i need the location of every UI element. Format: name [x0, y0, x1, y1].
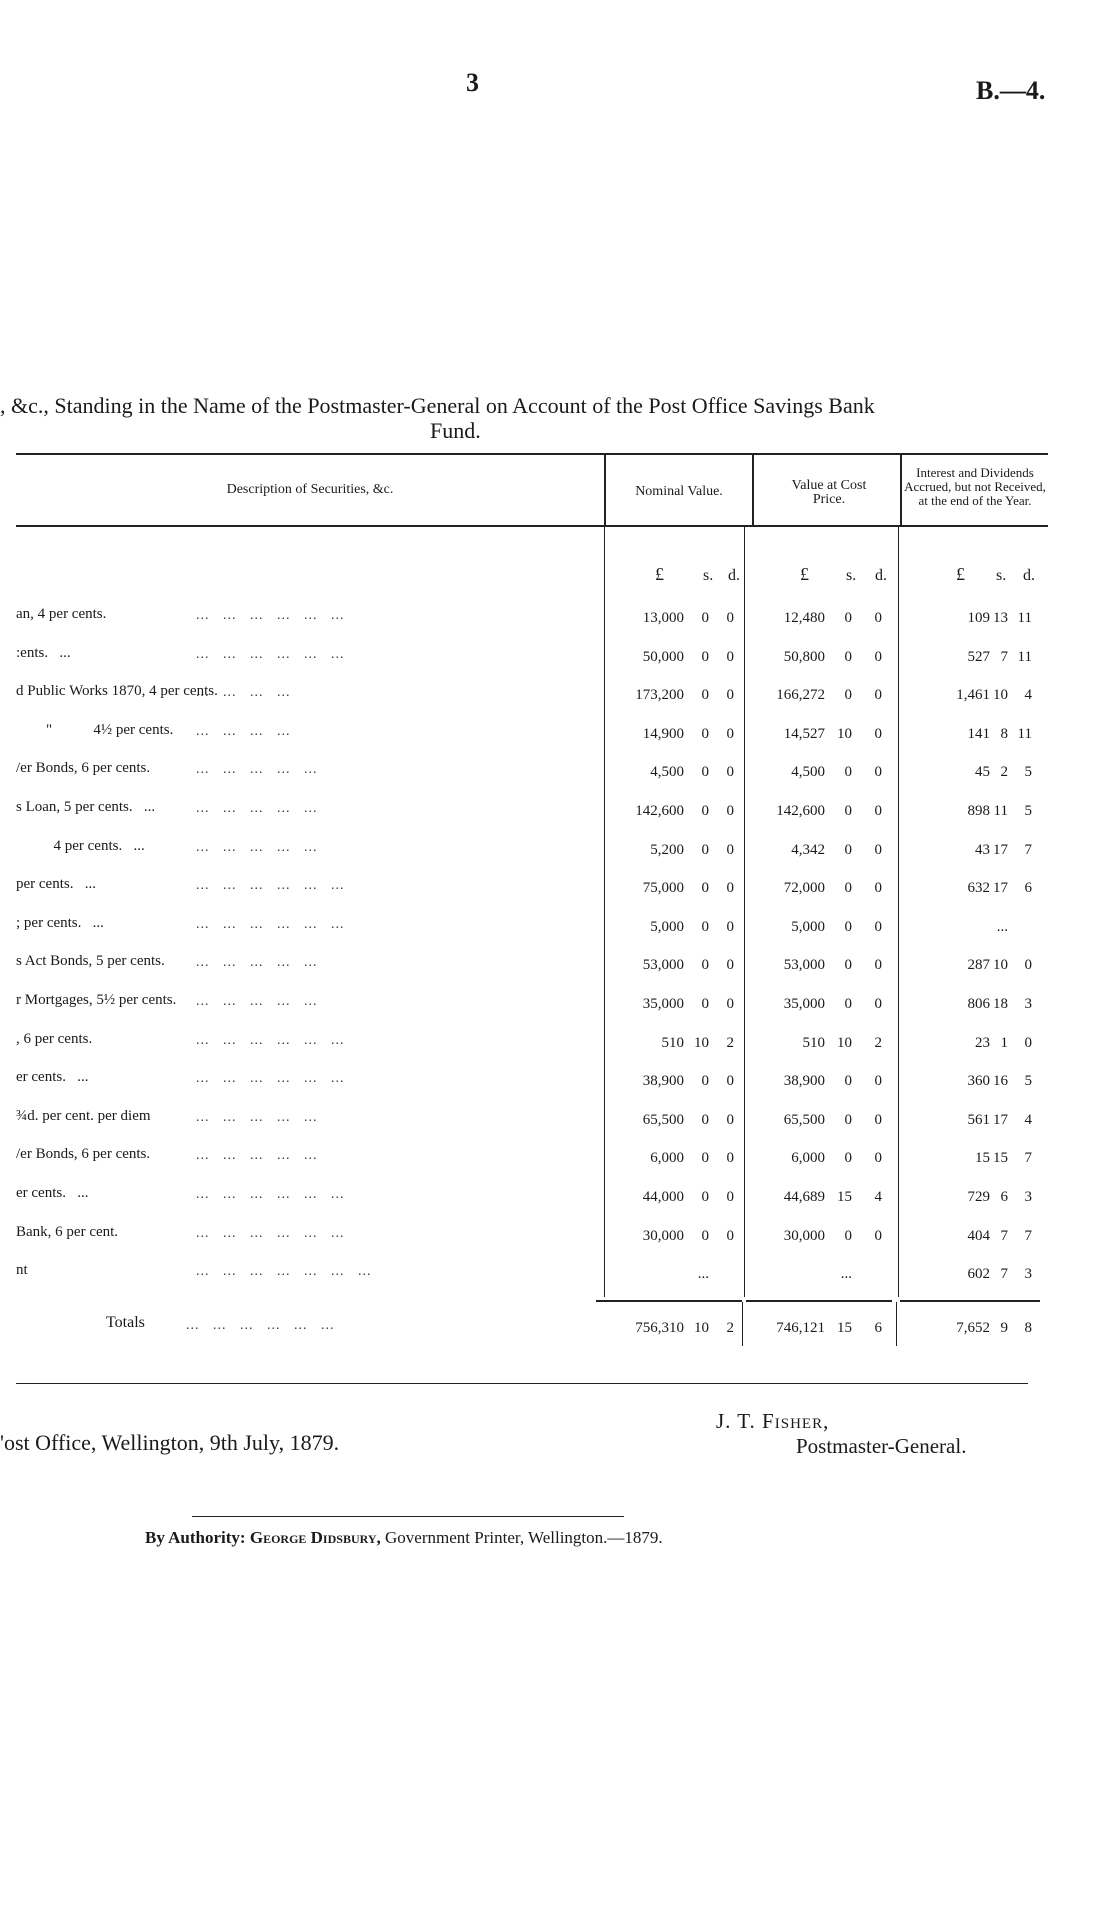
unit-shilling-cost: s.: [846, 567, 857, 584]
totals-rule-interest: [900, 1300, 1040, 1302]
row-leader-dots: ... ... ... ... ... ...: [196, 878, 345, 893]
row-int-pounds: ...: [996, 919, 1008, 935]
row-cost-pence: 0: [874, 1228, 882, 1244]
row-int-pounds: 1,461: [956, 687, 990, 703]
row-cost-pounds: 35,000: [783, 996, 825, 1012]
totals-nom-shillings: 10: [694, 1320, 709, 1336]
row-int-pence: 3: [1024, 996, 1032, 1012]
row-nom-pounds: 13,000: [642, 610, 684, 626]
row-cost-pounds: 510: [802, 1035, 825, 1051]
row-int-pence: 4: [1024, 687, 1032, 703]
row-nom-pence: 0: [726, 1112, 734, 1128]
row-int-shillings: 15: [993, 1150, 1008, 1166]
place-and-date: 'ost Office, Wellington, 9th July, 1879.: [0, 1430, 340, 1455]
row-int-shillings: 17: [993, 880, 1008, 896]
row-int-shillings: 2: [1000, 764, 1008, 780]
row-leader-dots: ... ... ... ... ...: [196, 801, 318, 816]
row-cost-pence: 2: [874, 1035, 882, 1051]
row-leader-dots: ... ... ... ... ... ...: [196, 917, 345, 932]
row-nom-pounds: 44,000: [642, 1189, 684, 1205]
row-int-pence: 5: [1024, 764, 1032, 780]
row-nom-shillings: 0: [701, 1150, 709, 1166]
row-leader-dots: ... ... ... ... ... ... ...: [196, 1264, 372, 1279]
row-nom-shillings: 0: [701, 726, 709, 742]
row-int-shillings: 16: [993, 1073, 1008, 1089]
table-row: [0, 1260, 1114, 1290]
row-int-shillings: 10: [993, 687, 1008, 703]
row-cost-pounds: 44,689: [783, 1189, 825, 1205]
row-int-pence: 5: [1024, 803, 1032, 819]
row-cost-pence: 0: [874, 842, 882, 858]
row-int-pounds: 15: [975, 1150, 990, 1166]
row-cost-pence: 0: [874, 919, 882, 935]
table-row: [0, 1183, 1114, 1213]
row-description: per cents. ...: [16, 876, 96, 892]
row-description: ; per cents. ...: [16, 915, 104, 931]
row-cost-pounds: 4,500: [791, 764, 825, 780]
table-row: [0, 720, 1114, 750]
row-cost-shillings: 0: [844, 996, 852, 1012]
row-int-pence: 11: [1017, 726, 1032, 742]
document-reference: B.—4.: [976, 76, 1046, 105]
row-int-pence: 3: [1024, 1266, 1032, 1282]
row-nom-pounds: 6,000: [650, 1150, 684, 1166]
col-rule-cost: [752, 455, 754, 525]
totals-leader-dots: ... ... ... ... ... ...: [186, 1318, 335, 1333]
totals-line: [0, 1314, 1114, 1344]
row-description: " 4½ per cents.: [16, 722, 174, 738]
totals-rule-nominal: [596, 1300, 742, 1302]
row-cost-shillings: 0: [844, 649, 852, 665]
row-cost-pounds: 142,600: [776, 803, 825, 819]
row-nom-pence: 0: [726, 610, 734, 626]
row-cost-pounds: 30,000: [783, 1228, 825, 1244]
row-nom-shillings: 0: [701, 1112, 709, 1128]
authority-printer: George Didsbury,: [249, 1528, 381, 1547]
row-description: d Public Works 1870, 4 per cents.: [16, 683, 218, 699]
row-int-shillings: 1: [1000, 1035, 1008, 1051]
row-nom-pence: 0: [726, 996, 734, 1012]
row-nom-shillings: 0: [701, 880, 709, 896]
row-nom-pence: 0: [726, 649, 734, 665]
row-nom-pence: 0: [726, 803, 734, 819]
row-cost-pence: 0: [874, 610, 882, 626]
row-description: s Act Bonds, 5 per cents.: [16, 953, 165, 969]
row-int-shillings: 8: [1000, 726, 1008, 742]
row-cost-shillings: 0: [844, 803, 852, 819]
row-cost-shillings: 10: [837, 1035, 852, 1051]
row-nom-pounds: 35,000: [642, 996, 684, 1012]
title-line-1: , &c., Standing in the Name of the Postmaster-General on Account of the Post Office Savings Bank: [0, 393, 875, 418]
row-int-pounds: 527: [967, 649, 990, 665]
row-cost-shillings: 0: [844, 1150, 852, 1166]
row-cost-pounds: 50,800: [783, 649, 825, 665]
row-cost-pence: 0: [874, 687, 882, 703]
totals-int-pence: 8: [1024, 1320, 1032, 1336]
row-cost-shillings: 10: [837, 726, 852, 742]
row-description: Bank, 6 per cent.: [16, 1224, 119, 1240]
row-cost-pence: 0: [874, 764, 882, 780]
row-int-shillings: 11: [993, 803, 1008, 819]
row-cost-pence: 0: [874, 1112, 882, 1128]
table-row: [0, 951, 1114, 981]
row-nom-pence: 0: [726, 880, 734, 896]
row-nom-pence: 0: [726, 726, 734, 742]
row-cost-pence: 0: [874, 996, 882, 1012]
row-int-pounds: 109: [967, 610, 990, 626]
row-int-pounds: 360: [967, 1073, 990, 1089]
row-cost-pounds: 6,000: [791, 1150, 825, 1166]
row-description: an, 4 per cents.: [16, 606, 107, 622]
table-row: [0, 1067, 1114, 1097]
totals-label: Totals: [106, 1314, 145, 1331]
row-int-shillings: 17: [993, 1112, 1008, 1128]
row-cost-pounds: 38,900: [783, 1073, 825, 1089]
row-description: 4 per cents. ...: [16, 838, 145, 854]
row-leader-dots: ... ... ... ... ... ...: [196, 1071, 345, 1086]
row-nom-shillings: 10: [694, 1035, 709, 1051]
table-row: [0, 1222, 1114, 1252]
row-leader-dots: ... ... ... ... ... ...: [196, 1226, 345, 1241]
row-cost-pence: 0: [874, 1073, 882, 1089]
row-int-pence: 11: [1017, 649, 1032, 665]
row-cost-pence: 0: [874, 726, 882, 742]
row-int-pence: 7: [1024, 842, 1032, 858]
row-nom-shillings: 0: [701, 1228, 709, 1244]
row-cost-shillings: 0: [844, 842, 852, 858]
row-int-pence: 7: [1024, 1228, 1032, 1244]
row-nom-pounds: 5,000: [650, 919, 684, 935]
table-row: [0, 1144, 1114, 1174]
unit-pound-nom: £: [655, 564, 664, 584]
row-int-pounds: 45: [975, 764, 990, 780]
row-cost-pounds: ...: [840, 1266, 852, 1282]
table-row: [0, 758, 1114, 788]
row-cost-shillings: 0: [844, 880, 852, 896]
row-nom-shillings: 0: [701, 1189, 709, 1205]
totals-int-pounds: 7,652: [956, 1320, 990, 1336]
row-int-pounds: 287: [967, 957, 990, 973]
row-nom-pence: 0: [726, 1150, 734, 1166]
row-cost-shillings: 0: [844, 1228, 852, 1244]
table-title-line-2: Fund.: [430, 418, 481, 443]
row-int-shillings: 7: [1000, 1228, 1008, 1244]
row-int-pence: 0: [1024, 1035, 1032, 1051]
row-int-pence: 0: [1024, 957, 1032, 973]
row-description: nt: [16, 1262, 28, 1278]
totals-cost-shillings: 15: [837, 1320, 852, 1336]
row-cost-pounds: 12,480: [783, 610, 825, 626]
row-nom-pounds: 38,900: [642, 1073, 684, 1089]
row-int-shillings: 18: [993, 996, 1008, 1012]
row-int-pounds: 404: [967, 1228, 990, 1244]
totals-nom-pence: 2: [726, 1320, 734, 1336]
row-nom-pounds: 65,500: [642, 1112, 684, 1128]
row-int-pence: 4: [1024, 1112, 1032, 1128]
signatory-title: Postmaster-General.: [796, 1434, 967, 1458]
row-cost-pounds: 53,000: [783, 957, 825, 973]
row-int-shillings: 7: [1000, 649, 1008, 665]
col-rule-interest: [900, 455, 902, 525]
unit-pence-int: d.: [1023, 567, 1035, 584]
row-leader-dots: ... ... ... ... ... ...: [196, 647, 345, 662]
row-int-pence: 7: [1024, 1150, 1032, 1166]
totals-cost-pounds: 746,121: [776, 1320, 825, 1336]
row-leader-dots: ... ... ... ... ... ...: [196, 1033, 345, 1048]
row-leader-dots: ... ... ... ... ...: [196, 1148, 318, 1163]
row-nom-shillings: 0: [701, 649, 709, 665]
row-leader-dots: ... ... ... ... ... ...: [196, 608, 345, 623]
row-leader-dots: ... ... ... ...: [196, 685, 291, 700]
row-int-pounds: 602: [967, 1266, 990, 1282]
row-int-shillings: 6: [1000, 1189, 1008, 1205]
row-nom-pounds: 50,000: [642, 649, 684, 665]
row-leader-dots: ... ... ... ...: [196, 724, 291, 739]
row-cost-shillings: 0: [844, 1073, 852, 1089]
row-nom-pence: 0: [726, 764, 734, 780]
totals-nom-pounds: 756,310: [635, 1320, 684, 1336]
table-row: [0, 643, 1114, 673]
header-nominal-value: Nominal Value.: [635, 484, 723, 499]
table-row: [0, 681, 1114, 711]
row-int-pounds: 43: [975, 842, 990, 858]
row-int-pence: 11: [1017, 610, 1032, 626]
authority-suffix: Government Printer, Wellington.—1879.: [385, 1528, 663, 1547]
row-int-pounds: 23: [975, 1035, 990, 1051]
table-row: [0, 1106, 1114, 1136]
row-description: s Loan, 5 per cents. ...: [16, 799, 156, 815]
row-nom-shillings: 0: [701, 764, 709, 780]
row-int-pounds: 632: [967, 880, 990, 896]
table-top-rule: [16, 453, 1048, 455]
row-description: r Mortgages, 5½ per cents.: [16, 992, 177, 1008]
row-int-pence: 5: [1024, 1073, 1032, 1089]
row-int-pounds: 898: [967, 803, 990, 819]
row-cost-pence: 0: [874, 880, 882, 896]
table-bottom-rule: [16, 1383, 1028, 1384]
row-int-pounds: 806: [967, 996, 990, 1012]
totals-int-shillings: 9: [1000, 1320, 1008, 1336]
row-int-shillings: 17: [993, 842, 1008, 858]
row-leader-dots: ... ... ... ... ...: [196, 762, 318, 777]
header-description: Description of Securities, &c.: [226, 482, 394, 497]
row-leader-dots: ... ... ... ... ...: [196, 840, 318, 855]
row-description: , 6 per cents.: [16, 1031, 93, 1047]
header-cost-price: Value at Cost Price.: [791, 478, 867, 507]
row-cost-pounds: 166,272: [776, 687, 825, 703]
totals-rule-cost: [746, 1300, 892, 1302]
row-nom-shillings: 0: [701, 842, 709, 858]
table-row: [0, 604, 1114, 634]
row-nom-pounds: ...: [697, 1266, 709, 1282]
table-row: [0, 990, 1114, 1020]
row-nom-pounds: 53,000: [642, 957, 684, 973]
row-cost-pence: 0: [874, 803, 882, 819]
header-bottom-rule: [16, 525, 1048, 527]
unit-pence-nom: d.: [728, 567, 740, 584]
row-nom-pounds: 142,600: [635, 803, 684, 819]
row-cost-shillings: 0: [844, 610, 852, 626]
row-nom-pounds: 4,500: [650, 764, 684, 780]
row-nom-shillings: 0: [701, 957, 709, 973]
unit-pound-int: £: [956, 564, 965, 584]
row-nom-pounds: 75,000: [642, 880, 684, 896]
row-cost-shillings: 0: [844, 919, 852, 935]
row-nom-pounds: 14,900: [642, 726, 684, 742]
row-nom-shillings: 0: [701, 996, 709, 1012]
row-cost-pence: 0: [874, 649, 882, 665]
row-description: er cents. ...: [16, 1185, 89, 1201]
row-cost-pence: 4: [874, 1189, 882, 1205]
row-description: /er Bonds, 6 per cents.: [16, 760, 151, 776]
row-nom-pounds: 173,200: [635, 687, 684, 703]
row-cost-shillings: 0: [844, 1112, 852, 1128]
header-interest: Interest and Dividends Accrued, but not Received, at the end of the Year.: [904, 465, 1046, 508]
row-nom-pence: 0: [726, 842, 734, 858]
row-int-pence: 3: [1024, 1189, 1032, 1205]
row-cost-shillings: 0: [844, 957, 852, 973]
signatory-name-text: J. T. Fisher,: [716, 1409, 830, 1433]
table-row: [0, 836, 1114, 866]
row-leader-dots: ... ... ... ... ...: [196, 955, 318, 970]
authority-rule: [192, 1516, 624, 1517]
row-int-shillings: 7: [1000, 1266, 1008, 1282]
row-nom-pounds: 510: [661, 1035, 684, 1051]
row-nom-shillings: 0: [701, 1073, 709, 1089]
page-number: 3: [466, 68, 479, 97]
row-nom-shillings: 0: [701, 803, 709, 819]
row-cost-pounds: 72,000: [783, 880, 825, 896]
row-int-shillings: 10: [993, 957, 1008, 973]
row-nom-pence: 2: [726, 1035, 734, 1051]
row-nom-pounds: 30,000: [642, 1228, 684, 1244]
row-cost-pounds: 65,500: [783, 1112, 825, 1128]
row-nom-pence: 0: [726, 1073, 734, 1089]
row-cost-shillings: 0: [844, 764, 852, 780]
row-description: /er Bonds, 6 per cents.: [16, 1146, 151, 1162]
row-cost-pounds: 4,342: [791, 842, 825, 858]
row-int-shillings: 13: [993, 610, 1008, 626]
row-leader-dots: ... ... ... ... ...: [196, 994, 318, 1009]
table-row: [0, 913, 1114, 943]
row-nom-pence: 0: [726, 919, 734, 935]
table-title: [0, 393, 1035, 419]
row-nom-shillings: 0: [701, 610, 709, 626]
unit-shilling-nom: s.: [703, 567, 714, 584]
row-nom-pence: 0: [726, 957, 734, 973]
row-cost-shillings: 15: [837, 1189, 852, 1205]
unit-shilling-int: s.: [996, 567, 1007, 584]
row-description: ¾d. per cent. per diem: [16, 1108, 151, 1124]
row-int-pounds: 729: [967, 1189, 990, 1205]
unit-pence-cost: d.: [875, 567, 887, 584]
row-cost-pence: 0: [874, 957, 882, 973]
row-nom-shillings: 0: [701, 687, 709, 703]
row-cost-pounds: 14,527: [783, 726, 825, 742]
totals-cost-pence: 6: [874, 1320, 882, 1336]
signatory-name: [716, 1409, 829, 1434]
row-leader-dots: ... ... ... ... ...: [196, 1110, 318, 1125]
row-nom-pence: 0: [726, 687, 734, 703]
row-int-pounds: 141: [967, 726, 990, 742]
row-int-pence: 6: [1024, 880, 1032, 896]
row-cost-pence: 0: [874, 1150, 882, 1166]
unit-pound-cost: £: [800, 564, 809, 584]
row-nom-pence: 0: [726, 1228, 734, 1244]
authority-prefix: By Authority:: [145, 1528, 246, 1547]
row-cost-pounds: 5,000: [791, 919, 825, 935]
table-row: [0, 874, 1114, 904]
row-nom-pence: 0: [726, 1189, 734, 1205]
row-int-pounds: 561: [967, 1112, 990, 1128]
row-nom-shillings: 0: [701, 919, 709, 935]
row-description: er cents. ...: [16, 1069, 89, 1085]
row-description: :ents. ...: [16, 645, 71, 661]
table-row: [0, 1029, 1114, 1059]
row-cost-shillings: 0: [844, 687, 852, 703]
printer-authority: [145, 1528, 663, 1548]
table-row: [0, 797, 1114, 827]
row-leader-dots: ... ... ... ... ... ...: [196, 1187, 345, 1202]
row-nom-pounds: 5,200: [650, 842, 684, 858]
